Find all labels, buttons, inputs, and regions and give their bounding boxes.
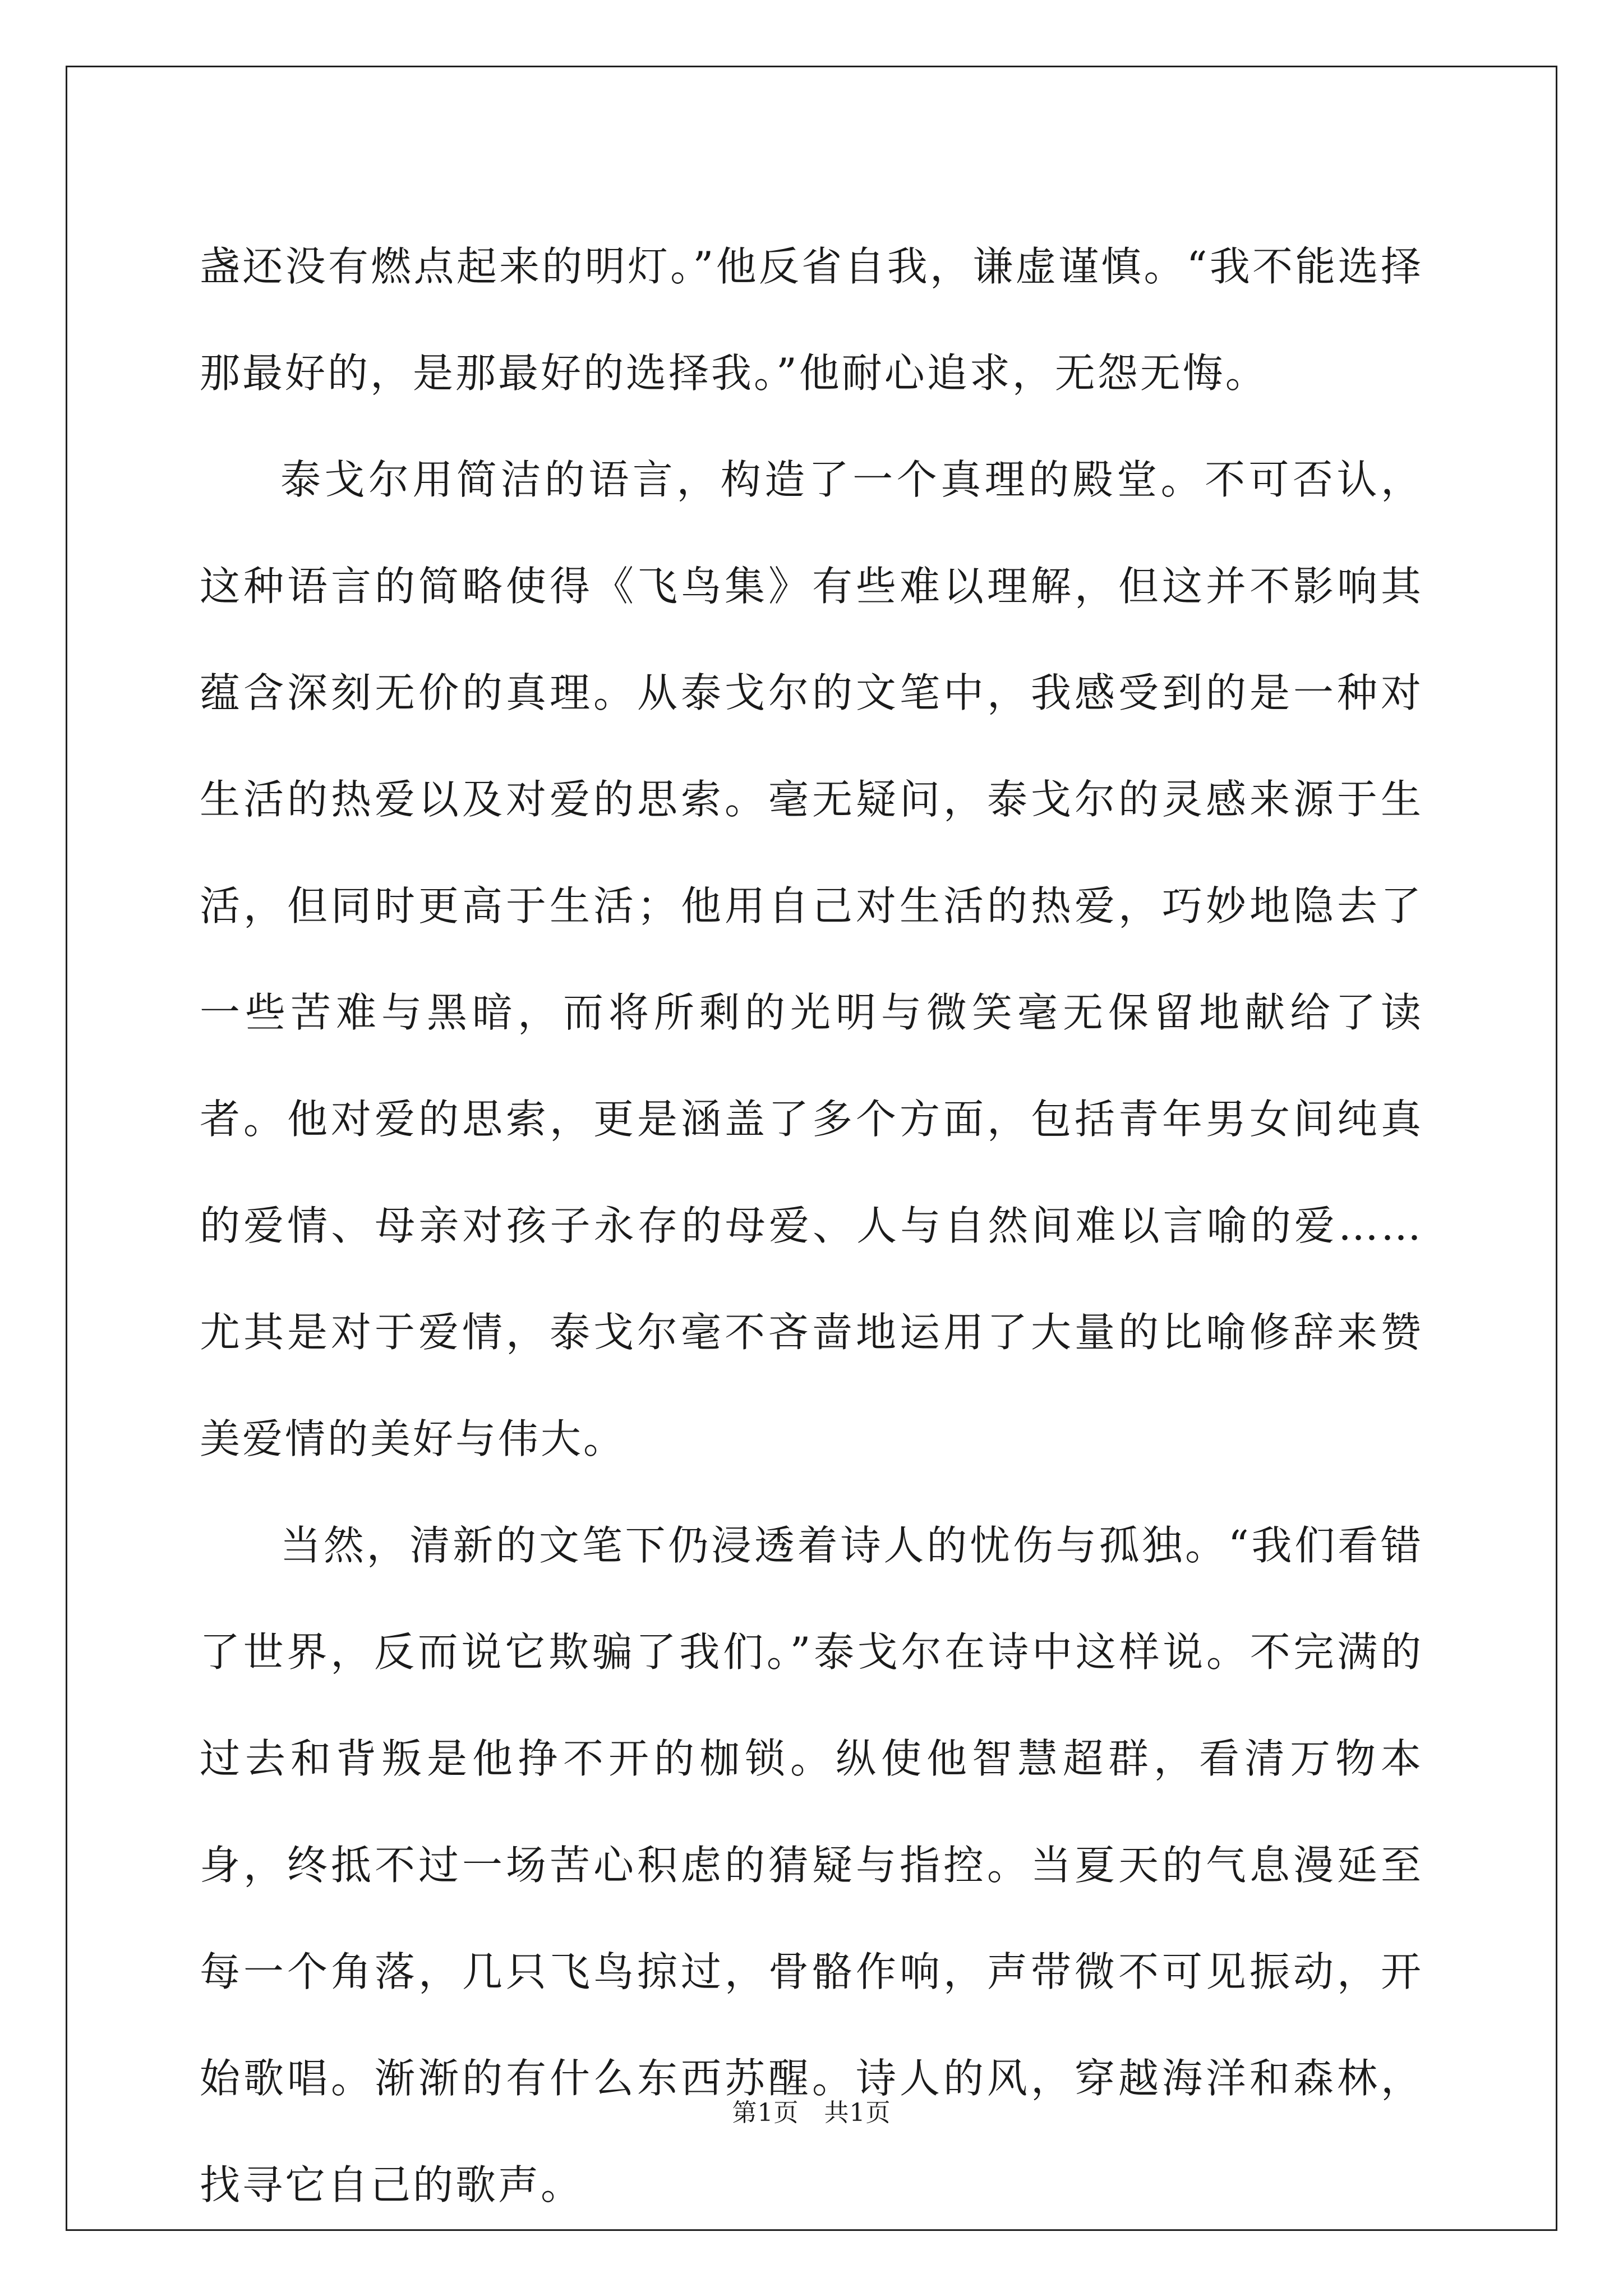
paragraph-3: 当然，清新的文笔下仍浸透着诗人的忧伤与孤独。“我们看错了世界，反而说它欺骗了我们。”泰戈尔在诗中这样说。不完满的过去和背叛是他挣不开的枷锁。纵使他智慧超群，看清万物本身，终抵不过一场苦心积虑的猜疑与指控。当夏天的气息漫延至每一个角落，几只飞鸟掠过，骨骼作响，声带微不可见振动，开始歌唱。渐渐的有什么东西苏醒。诗人的风，穿越海洋和森林，找寻它自己的歌声。 xyxy=(200,1522,1423,2208)
paragraph-2: 泰戈尔用简洁的语言，构造了一个真理的殿堂。不可否认，这种语言的简略使得《飞鸟集》有些难以理解，但这并不影响其蕴含深刻无价的真理。从泰戈尔的文笔中，我感受到的是一种对生活的热爱以及对爱的思索。毫无疑问，泰戈尔的灵感来源于生活，但同时更高于生活；他用自己对生活的热爱，巧妙地隐去了一些苦难与黑暗，而将所剩的光明与微笑毫无保留地献给了读者。他对爱的思索，更是涵盖了多个方面，包括青年男女间纯真的爱情、母亲对孩子永存的母爱、人与自然间难以言喻的爱……尤其是对于爱情，泰戈尔毫不吝啬地运用了大量的比喻修辞来赞美爱情的美好与伟大。 xyxy=(200,456,1423,1462)
paragraph-1: 盏还没有燃点起来的明灯。”他反省自我，谦虚谨慎。“我不能选择那最好的，是那最好的选择我。”他耐心追求，无怨无悔。 xyxy=(200,243,1423,397)
page-number-footer: 第1页 共1页 xyxy=(732,2099,891,2127)
document-body xyxy=(200,213,1423,2238)
